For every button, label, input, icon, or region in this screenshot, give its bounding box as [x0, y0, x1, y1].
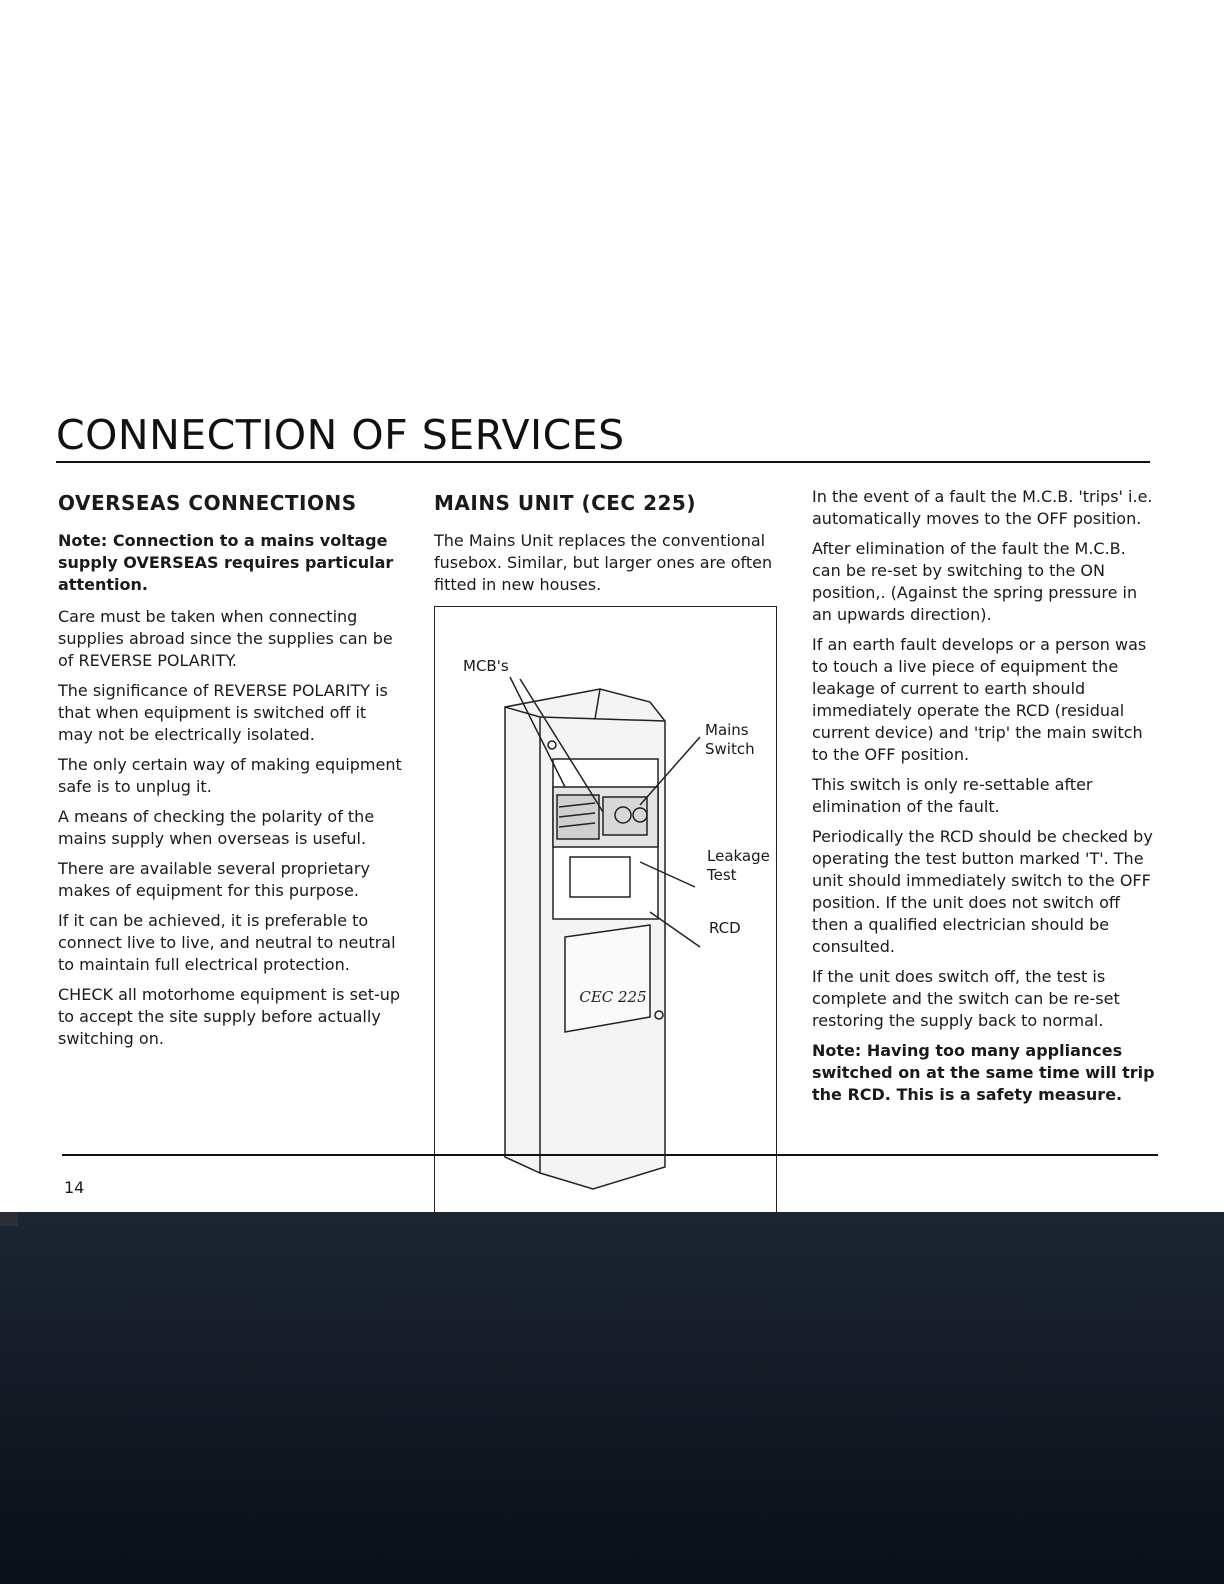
scan-edge-mark: [0, 1212, 18, 1226]
overseas-connections-heading: OVERSEAS CONNECTIONS: [58, 491, 357, 515]
mains-unit-drawing: [435, 607, 778, 1283]
mains-unit-heading: MAINS UNIT (CEC 225): [434, 491, 696, 515]
overseas-note: Note: Connection to a mains voltage supply OVERSEAS requires particular attention.: [58, 531, 394, 594]
mains-unit-diagram: [434, 606, 777, 1282]
page-number: 14: [64, 1178, 85, 1197]
mcbs-label: MCB's: [463, 657, 509, 675]
footer-rule: [62, 1154, 1158, 1156]
paragraph: CHECK all motorhome equipment is set-up to accept the site supply before actually switching on.: [58, 985, 401, 1048]
mains-unit-intro: The Mains Unit replaces the conventional fusebox. Similar, but larger ones are often fitted in new houses.: [434, 531, 773, 594]
paragraph: After elimination of the fault the M.C.B. can be re-set by switching to the ON position,. (Against the spring pressure in an upwards direction).: [812, 539, 1138, 624]
paragraph: If it can be achieved, it is preferable to connect live to live, and neutral to neutral to maintain full electrical protection.: [58, 911, 396, 974]
paragraph: If an earth fault develops or a person was to touch a live piece of equipment the leakage of current to earth should immediately operate the RCD (residual current device) and 'trip' the main switch to the OFF position.: [812, 635, 1147, 764]
paragraph: If the unit does switch off, the test is complete and the switch can be re-set restoring the supply back to normal.: [812, 967, 1120, 1030]
overseas-connections-column: [58, 490, 403, 1058]
page-title: CONNECTION OF SERVICES: [56, 411, 625, 459]
paragraph: There are available several proprietary makes of equipment for this purpose.: [58, 859, 370, 900]
paragraph: Periodically the RCD should be checked by operating the test button marked 'T'. The unit should immediately switch to the OFF position. If the unit does not switch off then a qualified electrician should be consulted.: [812, 827, 1153, 956]
paragraph: This switch is only re-settable after elimination of the fault.: [812, 775, 1093, 816]
leakage-test-label: Leakage Test: [707, 847, 770, 884]
rcd-trip-note: Note: Having too many appliances switched on at the same time will trip the RCD. This is a safety measure.: [812, 1041, 1155, 1104]
rcd-label: RCD: [709, 919, 741, 937]
title-rule: [56, 461, 1150, 463]
scanner-background: [0, 1212, 1224, 1584]
paragraph: The significance of REVERSE POLARITY is that when equipment is switched off it may not be electrically isolated.: [58, 681, 388, 744]
paragraph: The only certain way of making equipment safe is to unplug it.: [58, 755, 402, 796]
mains-switch-label: Mains Switch: [705, 721, 755, 758]
unit-marking: CEC 225: [579, 988, 647, 1006]
paragraph: Care must be taken when connecting supplies abroad since the supplies can be of REVERSE POLARITY.: [58, 607, 393, 670]
fault-info-column: [812, 486, 1157, 1116]
paragraph: In the event of a fault the M.C.B. 'trips' i.e. automatically moves to the OFF position.: [812, 487, 1153, 528]
paragraph: A means of checking the polarity of the mains supply when overseas is useful.: [58, 807, 375, 848]
